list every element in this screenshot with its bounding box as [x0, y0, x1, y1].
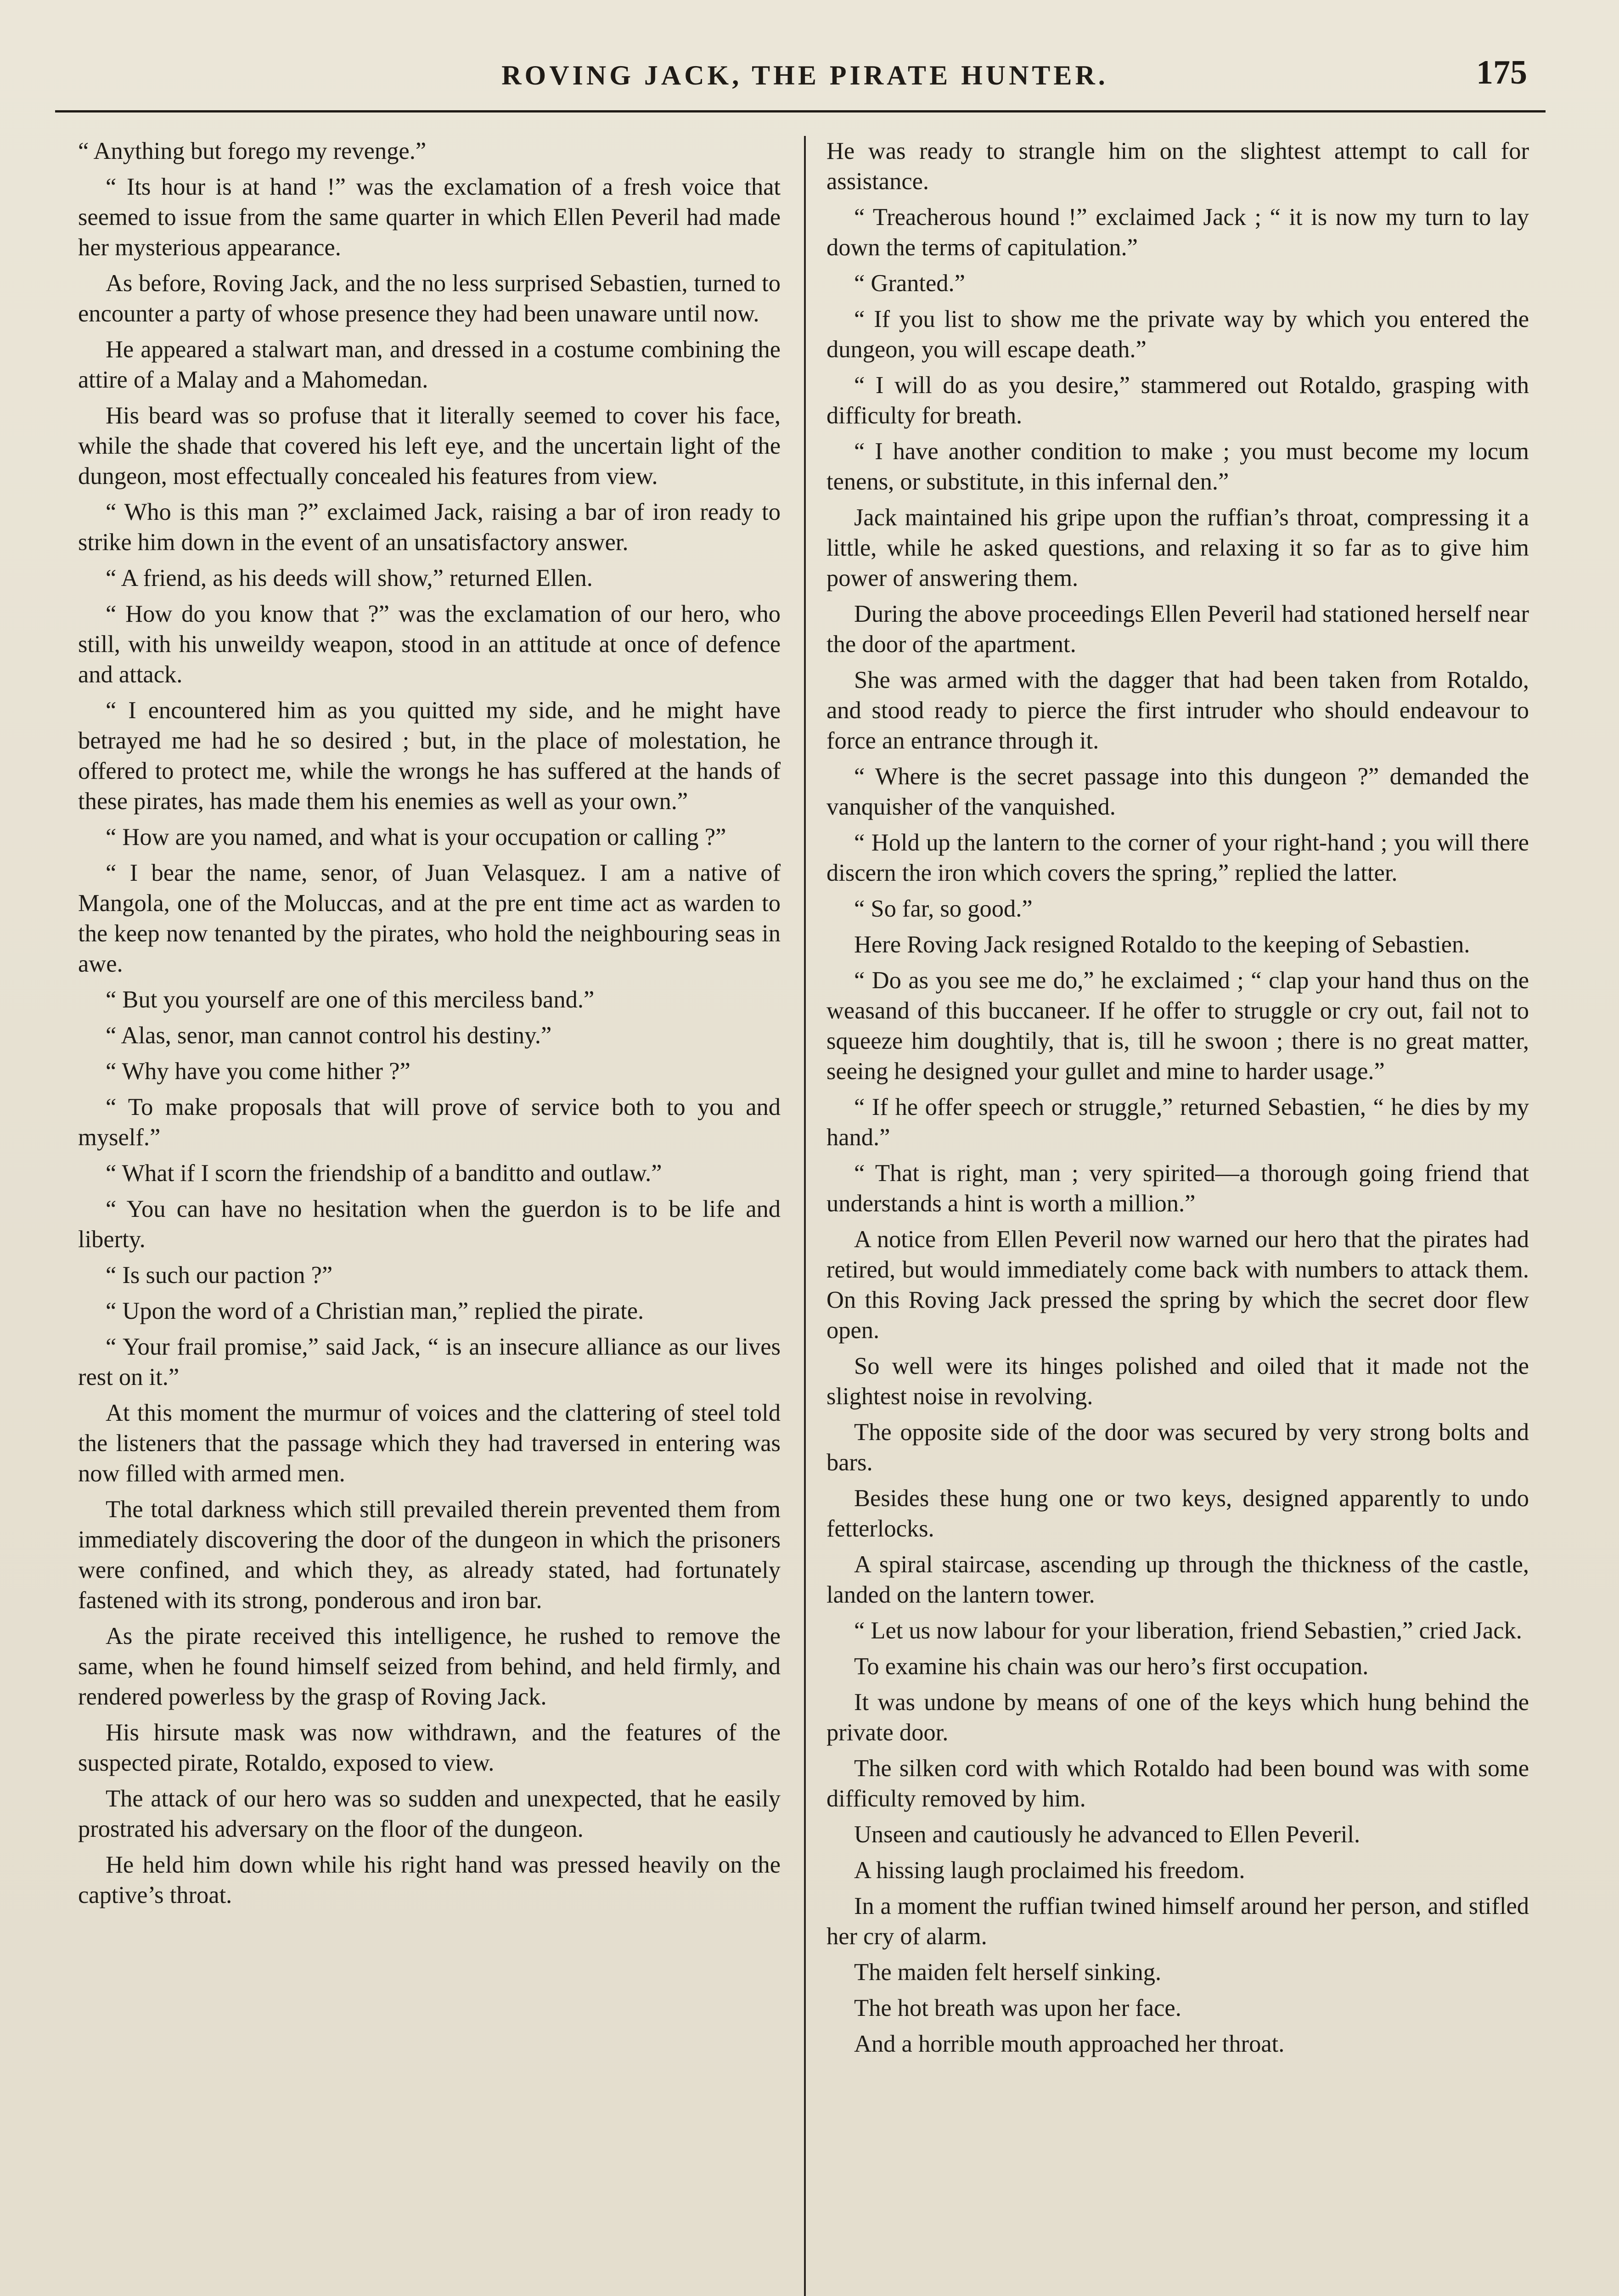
paragraph: The hot breath was upon her face. — [854, 1995, 1181, 2021]
paragraph: So well were its hinges polished and oiled that it made not the slightest noise in revolving. — [826, 1353, 1529, 1410]
paragraph: “ How are you named, and what is your occupation or calling ?” — [106, 824, 726, 850]
paragraph: “ That is right, man ; very spirited—a thorough going friend that understands a hint is worth a million.” — [826, 1160, 1529, 1217]
paragraph: “ Upon the word of a Christian man,” replied the pirate. — [106, 1298, 644, 1324]
paragraph: “ If you list to show me the private way by which you entered the dungeon, you will escape death.” — [826, 306, 1529, 363]
paragraph: “ So far, so good.” — [854, 895, 1033, 922]
paragraph: “ Who is this man ?” exclaimed Jack, raising a bar of iron ready to strike him down in the event of an unsatisfactory answer. — [78, 499, 781, 556]
paragraph: Here Roving Jack resigned Rotaldo to the keeping of Sebastien. — [854, 931, 1470, 958]
paragraph: To examine his chain was our hero’s first occupation. — [854, 1653, 1369, 1680]
paragraph: As the pirate received this intelligence, he rushed to remove the same, when he found himself seized from behind, and held firmly, and rendered powerless by the grasp of Roving Jack. — [78, 1623, 781, 1710]
paragraph: The total darkness which still prevailed therein prevented them from immediately discovering the door of the dungeon in which the prisoners were confined, and which they, as already stated, had fortunately fastened with its strong, ponderous and iron bar. — [78, 1496, 781, 1614]
paragraph: “ Is such our paction ?” — [106, 1262, 333, 1289]
paragraph: “ To make proposals that will prove of service both to you and myself.” — [78, 1094, 781, 1151]
paragraph: The silken cord with which Rotaldo had been bound was with some difficulty removed by him. — [826, 1755, 1529, 1812]
paragraph: “ What if I scorn the friendship of a banditto and outlaw.” — [106, 1160, 662, 1187]
text-column-left — [78, 136, 781, 2296]
paragraph: In a moment the ruffian twined himself around her person, and stifled her cry of alarm. — [826, 1893, 1529, 1950]
paragraph: It was undone by means of one of the keys which hung behind the private door. — [826, 1689, 1529, 1746]
paragraph: “ Hold up the lantern to the corner of your right-hand ; you will there discern the iron which covers the spring,” replied the latter. — [826, 829, 1529, 886]
paragraph: A spiral staircase, ascending up through the thickness of the castle, landed on the lantern tower. — [826, 1551, 1529, 1608]
paragraph: A hissing laugh proclaimed his freedom. — [854, 1857, 1245, 1884]
paragraph: As before, Roving Jack, and the no less surprised Sebastien, turned to encounter a party of whose presence they had been unaware until now. — [78, 270, 781, 327]
header-rule — [55, 110, 1546, 113]
paragraph: “ Your frail promise,” said Jack, “ is an insecure alliance as our lives rest on it.” — [78, 1334, 781, 1390]
paragraph: He held him down while his right hand was pressed heavily on the captive’s throat. — [78, 1851, 781, 1908]
paragraph: “ If he offer speech or struggle,” returned Sebastien, “ he dies by my hand.” — [826, 1094, 1529, 1151]
text-column-right — [826, 136, 1529, 2296]
paragraph: “ I encountered him as you quitted my side, and he might have betrayed me had he so desired ; but, in the place of molestation, he offered to protect me, while the wrongs he has suffered at the hands of these pirates, has made them his enemies as well as your own.” — [78, 697, 781, 815]
paragraph: Besides these hung one or two keys, designed apparently to undo fetterlocks. — [826, 1485, 1529, 1542]
paragraph: A notice from Ellen Peveril now warned our hero that the pirates had retired, but would immediately come back with numbers to attack them. On this Roving Jack pressed the spring by which the secret door flew open. — [826, 1226, 1529, 1344]
paragraph: The maiden felt herself sinking. — [854, 1959, 1162, 1986]
running-title: ROVING JACK, THE PIRATE HUNTER. — [501, 60, 1108, 90]
paragraph: The opposite side of the door was secured by very strong bolts and bars. — [826, 1419, 1529, 1476]
paragraph: “ Do as you see me do,” he exclaimed ; “ clap your hand thus on the weasand of this buccaneer. If he offer to struggle or cry out, fail not to squeeze him doughtily, that is, till he swoon ; there is no great matter, seeing he designed your gullet and mine to harder usage.” — [826, 967, 1529, 1085]
paragraph: “ You can have no hesitation when the guerdon is to be life and liberty. — [78, 1196, 781, 1253]
paragraph: “ A friend, as his deeds will show,” returned Ellen. — [106, 565, 593, 591]
paragraph: “ Treacherous hound !” exclaimed Jack ; “ it is now my turn to lay down the terms of capitulation.” — [826, 204, 1529, 261]
paragraph: And a horrible mouth approached her throat. — [854, 2031, 1285, 2057]
paragraph: “ Let us now labour for your liberation, friend Sebastien,” cried Jack. — [854, 1617, 1522, 1644]
paragraph: “ Anything but forego my revenge.” — [78, 138, 427, 164]
paragraph: “ I have another condition to make ; you must become my locum tenens, or substitute, in this infernal den.” — [826, 438, 1529, 495]
paragraph: His beard was so profuse that it literally seemed to cover his face, while the shade that covered his left eye, and the uncertain light of the dungeon, most effectually concealed his features from view. — [78, 402, 781, 490]
paragraph: Unseen and cautiously he advanced to Ellen Peveril. — [854, 1821, 1360, 1848]
paragraph: He appeared a stalwart man, and dressed in a costume combining the attire of a Malay and a Mahomedan. — [78, 336, 781, 393]
paragraph: His hirsute mask was now withdrawn, and the features of the suspected pirate, Rotaldo, exposed to view. — [78, 1719, 781, 1776]
paragraph: “ How do you know that ?” was the exclamation of our hero, who still, with his unweildy weapon, stood in an attitude at once of defence and attack. — [78, 601, 781, 688]
paragraph: “ Where is the secret passage into this dungeon ?” demanded the vanquisher of the vanquished. — [826, 763, 1529, 820]
running-header — [64, 55, 1546, 106]
paragraph: “ Alas, senor, man cannot control his destiny.” — [106, 1022, 552, 1049]
paragraph: “ Why have you come hither ?” — [106, 1058, 410, 1085]
paragraph: At this moment the murmur of voices and the clattering of steel told the listeners that the passage which they had traversed in entering was now filled with armed men. — [78, 1400, 781, 1487]
paragraph: “ I will do as you desire,” stammered out Rotaldo, grasping with difficulty for breath. — [826, 372, 1529, 429]
paragraph: “ I bear the name, senor, of Juan Velasquez. I am a native of Mangola, one of the Moluccas, and at the pre ent time act as warden to the keep now tenanted by the pirates, who hold the neighbouring seas in awe. — [78, 860, 781, 977]
paragraph: The attack of our hero was so sudden and unexpected, that he easily prostrated his adversary on the floor of the dungeon. — [78, 1785, 781, 1842]
paragraph: She was armed with the dagger that had been taken from Rotaldo, and stood ready to pierce the first intruder who should endeavour to force an entrance through it. — [826, 667, 1529, 754]
column-divider — [804, 136, 806, 2296]
paragraph: “ But you yourself are one of this merciless band.” — [106, 986, 595, 1013]
paragraph: During the above proceedings Ellen Peveril had stationed herself near the door of the apartment. — [826, 601, 1529, 658]
paragraph: “ Granted.” — [854, 270, 965, 297]
paragraph: “ Its hour is at hand !” was the exclamation of a fresh voice that seemed to issue from the same quarter in which Ellen Peveril had made her mysterious appearance. — [78, 174, 781, 261]
paragraph: He was ready to strangle him on the slightest attempt to call for assistance. — [826, 138, 1529, 195]
page-number: 175 — [1476, 54, 1527, 91]
paragraph: Jack maintained his gripe upon the ruffian’s throat, compressing it a little, while he asked questions, and relaxing it so far as to give him power of answering them. — [826, 504, 1529, 591]
